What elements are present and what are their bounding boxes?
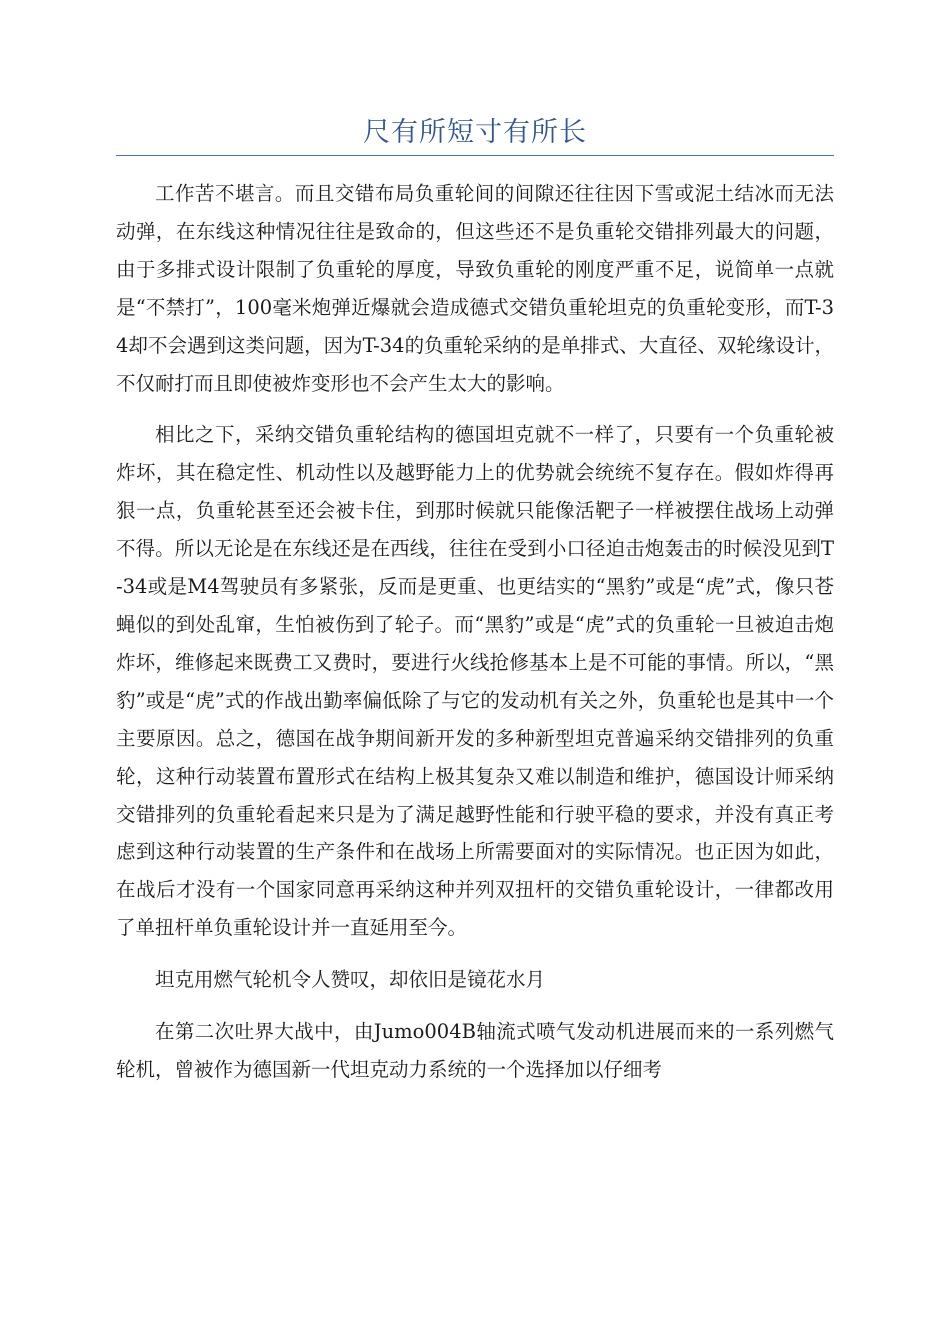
- document-body: [116, 175, 834, 1103]
- paragraph-3: 在第二次吐界大战中，由Jumo004B轴流式喷气发动机进展而来的一系列燃气轮机，曾被作为德国新一代坦克动力系统的一个选择加以仔细考: [116, 1020, 834, 1081]
- document-title: 尺有所短寸有所长: [363, 117, 587, 148]
- section-subheading: 坦克用燃气轮机令人赞叹，却依旧是镜花水月: [155, 968, 546, 992]
- title-underline: [116, 155, 834, 156]
- paragraph-2: 相比之下，采纳交错负重轮结构的德国坦克就不一样了，只要有一个负重轮被炸坏，其在稳定性、机动性以及越野能力上的优势就会统统不复存在。假如炸得再狠一点，负重轮甚至还会被卡住，到那时候就只能像活靶子一样被摆住战场上动弹不得。所以无论是在东线还是在西线，往往在受到小口径迫击炮轰击的时候没见到T-34或是M4驾驶员有多紧张，反而是更重、也更结实的“黑豹”或是“虎”式，像只苍蝇似的到处乱窜，生怕被伤到了轮子。而“黑豹”或是“虎”式的负重轮一旦被迫击炮炸坏，维修起来既费工又费时，要进行火线抢修基本上是不可能的事情。所以，“黑豹”或是“虎”式的作战出勤率偏低除了与它的发动机有关之外，负重轮也是其中一个主要原因。总之，德国在战争期间新开发的多种新型坦克普遍采纳交错排列的负重轮，这种行动装置布置形式在结构上极其复杂又难以制造和维护，德国设计师采纳交错排列的负重轮看起来只是为了满足越野性能和行驶平稳的要求，并没有真正考虑到这种行动装置的生产条件和在战场上所需要面对的实际情况。也正因为如此，在战后才没有一个国家同意再采纳这种并列双扭杆的交错负重轮设计，一律都改用了单扭杆单负重轮设计并一直延用至今。: [116, 423, 834, 940]
- paragraph-1: 工作苦不堪言。而且交错布局负重轮间的间隙还往往因下雪或泥土结冰而无法动弹，在东线这种情况往往是致命的，但这些还不是负重轮交错排列最大的问题，由于多排式设计限制了负重轮的厚度，导致负重轮的刚度严重不足，说简单一点就是“不禁打”，100毫米炮弹近爆就会造成德式交错负重轮坦克的负重轮变形，而T-34却不会遇到这类问题，因为T-34的负重轮采纳的是单排式、大直径、双轮缘设计，不仅耐打而且即使被炸变形也不会产生太大的影响。: [116, 182, 834, 395]
